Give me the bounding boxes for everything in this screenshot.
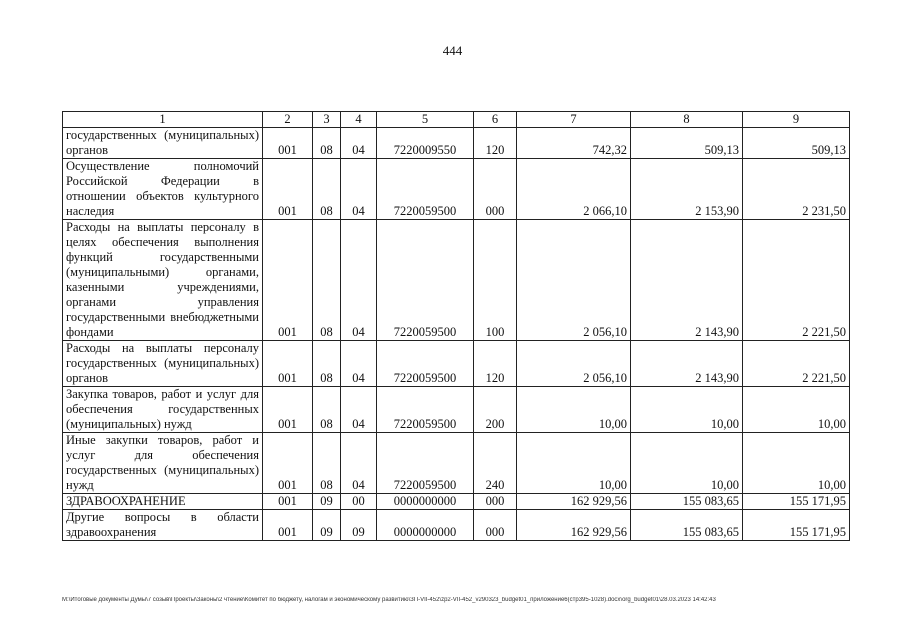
row-target-article-cell: 0000000000 (377, 494, 474, 510)
row-subsection-cell: 04 (341, 220, 377, 341)
row-amount-9-cell: 10,00 (743, 433, 850, 494)
row-code-cell: 001 (263, 387, 313, 433)
header-cell-9: 9 (743, 112, 850, 128)
row-subsection-cell: 04 (341, 128, 377, 159)
row-expense-type-cell: 100 (474, 220, 517, 341)
budget-table (62, 111, 850, 541)
header-cell-7: 7 (517, 112, 631, 128)
row-name-cell: Расходы на выплаты персоналу в целях обеспечения выполнения функций государственными (муниципальными) органами, казенными учреждениями, органами управления государственными внебюджетными фондами (63, 220, 263, 341)
header-cell-6: 6 (474, 112, 517, 128)
row-section-cell: 08 (313, 387, 341, 433)
row-amount-8-cell: 2 143,90 (631, 341, 743, 387)
table-row (63, 387, 850, 433)
header-row (63, 112, 850, 128)
row-expense-type-cell: 120 (474, 128, 517, 159)
row-subsection-cell: 04 (341, 433, 377, 494)
row-code-cell: 001 (263, 159, 313, 220)
table-row (63, 341, 850, 387)
row-code-cell: 001 (263, 510, 313, 541)
row-target-article-cell: 7220059500 (377, 387, 474, 433)
row-target-article-cell: 7220059500 (377, 341, 474, 387)
row-name-cell: Расходы на выплаты персоналу государственных (муниципальных) органов (63, 341, 263, 387)
row-amount-7-cell: 742,32 (517, 128, 631, 159)
header-cell-8: 8 (631, 112, 743, 128)
row-amount-9-cell: 155 171,95 (743, 510, 850, 541)
table-row (63, 494, 850, 510)
row-amount-7-cell: 10,00 (517, 433, 631, 494)
row-section-cell: 09 (313, 510, 341, 541)
row-amount-8-cell: 2 143,90 (631, 220, 743, 341)
row-name-cell: ЗДРАВООХРАНЕНИЕ (63, 494, 263, 510)
table-row (63, 510, 850, 541)
header-cell-3: 3 (313, 112, 341, 128)
row-amount-8-cell: 155 083,65 (631, 510, 743, 541)
row-section-cell: 08 (313, 128, 341, 159)
row-amount-8-cell: 155 083,65 (631, 494, 743, 510)
row-expense-type-cell: 000 (474, 494, 517, 510)
row-code-cell: 001 (263, 341, 313, 387)
row-target-article-cell: 0000000000 (377, 510, 474, 541)
row-section-cell: 08 (313, 159, 341, 220)
row-subsection-cell: 04 (341, 159, 377, 220)
row-amount-8-cell: 2 153,90 (631, 159, 743, 220)
row-subsection-cell: 04 (341, 341, 377, 387)
row-section-cell: 09 (313, 494, 341, 510)
row-code-cell: 001 (263, 494, 313, 510)
row-expense-type-cell: 000 (474, 159, 517, 220)
row-name-cell: Закупка товаров, работ и услуг для обеспечения государственных (муниципальных) нужд (63, 387, 263, 433)
row-subsection-cell: 09 (341, 510, 377, 541)
table-row (63, 128, 850, 159)
page-number: 444 (442, 43, 463, 58)
row-target-article-cell: 7220059500 (377, 220, 474, 341)
row-amount-8-cell: 10,00 (631, 387, 743, 433)
row-amount-9-cell: 2 221,50 (743, 220, 850, 341)
row-amount-8-cell: 10,00 (631, 433, 743, 494)
row-name-cell: Иные закупки товаров, работ и услуг для обеспечения государственных (муниципальных) нужд (63, 433, 263, 494)
row-section-cell: 08 (313, 341, 341, 387)
row-amount-7-cell: 162 929,56 (517, 510, 631, 541)
row-target-article-cell: 7220009550 (377, 128, 474, 159)
row-amount-9-cell: 2 231,50 (743, 159, 850, 220)
row-section-cell: 08 (313, 433, 341, 494)
row-amount-9-cell: 509,13 (743, 128, 850, 159)
header-cell-5: 5 (377, 112, 474, 128)
row-code-cell: 001 (263, 220, 313, 341)
row-amount-7-cell: 2 056,10 (517, 341, 631, 387)
header-cell-4: 4 (341, 112, 377, 128)
row-expense-type-cell: 000 (474, 510, 517, 541)
row-target-article-cell: 7220059500 (377, 159, 474, 220)
row-amount-9-cell: 10,00 (743, 387, 850, 433)
header-cell-1: 1 (63, 112, 263, 128)
row-subsection-cell: 00 (341, 494, 377, 510)
row-expense-type-cell: 120 (474, 341, 517, 387)
table-row (63, 220, 850, 341)
row-amount-7-cell: 10,00 (517, 387, 631, 433)
row-amount-9-cell: 2 221,50 (743, 341, 850, 387)
table-row (63, 433, 850, 494)
row-amount-7-cell: 2 066,10 (517, 159, 631, 220)
row-amount-9-cell: 155 171,95 (743, 494, 850, 510)
row-target-article-cell: 7220059500 (377, 433, 474, 494)
row-code-cell: 001 (263, 433, 313, 494)
footer-file-path: М:\Итоговые документы Думы\7 созыв\Проекты\Законы\2 чтение\Комитет по бюджету, налогам и экономическому развитию\ЗП-VII-452\zp2-VII-452_v290323_budget01_приложение6(стр395-1028).docx\org_budget01\28.03.2023 14:42:43 (62, 597, 716, 603)
header-cell-2: 2 (263, 112, 313, 128)
row-expense-type-cell: 240 (474, 433, 517, 494)
row-name-cell: государственных (муниципальных) органов (63, 128, 263, 159)
row-name-cell: Осуществление полномочий Российской Федерации в отношении объектов культурного наследия (63, 159, 263, 220)
row-name-cell: Другие вопросы в области здравоохранения (63, 510, 263, 541)
row-section-cell: 08 (313, 220, 341, 341)
row-amount-7-cell: 162 929,56 (517, 494, 631, 510)
table-row (63, 159, 850, 220)
row-amount-7-cell: 2 056,10 (517, 220, 631, 341)
row-amount-8-cell: 509,13 (631, 128, 743, 159)
row-expense-type-cell: 200 (474, 387, 517, 433)
row-subsection-cell: 04 (341, 387, 377, 433)
row-code-cell: 001 (263, 128, 313, 159)
